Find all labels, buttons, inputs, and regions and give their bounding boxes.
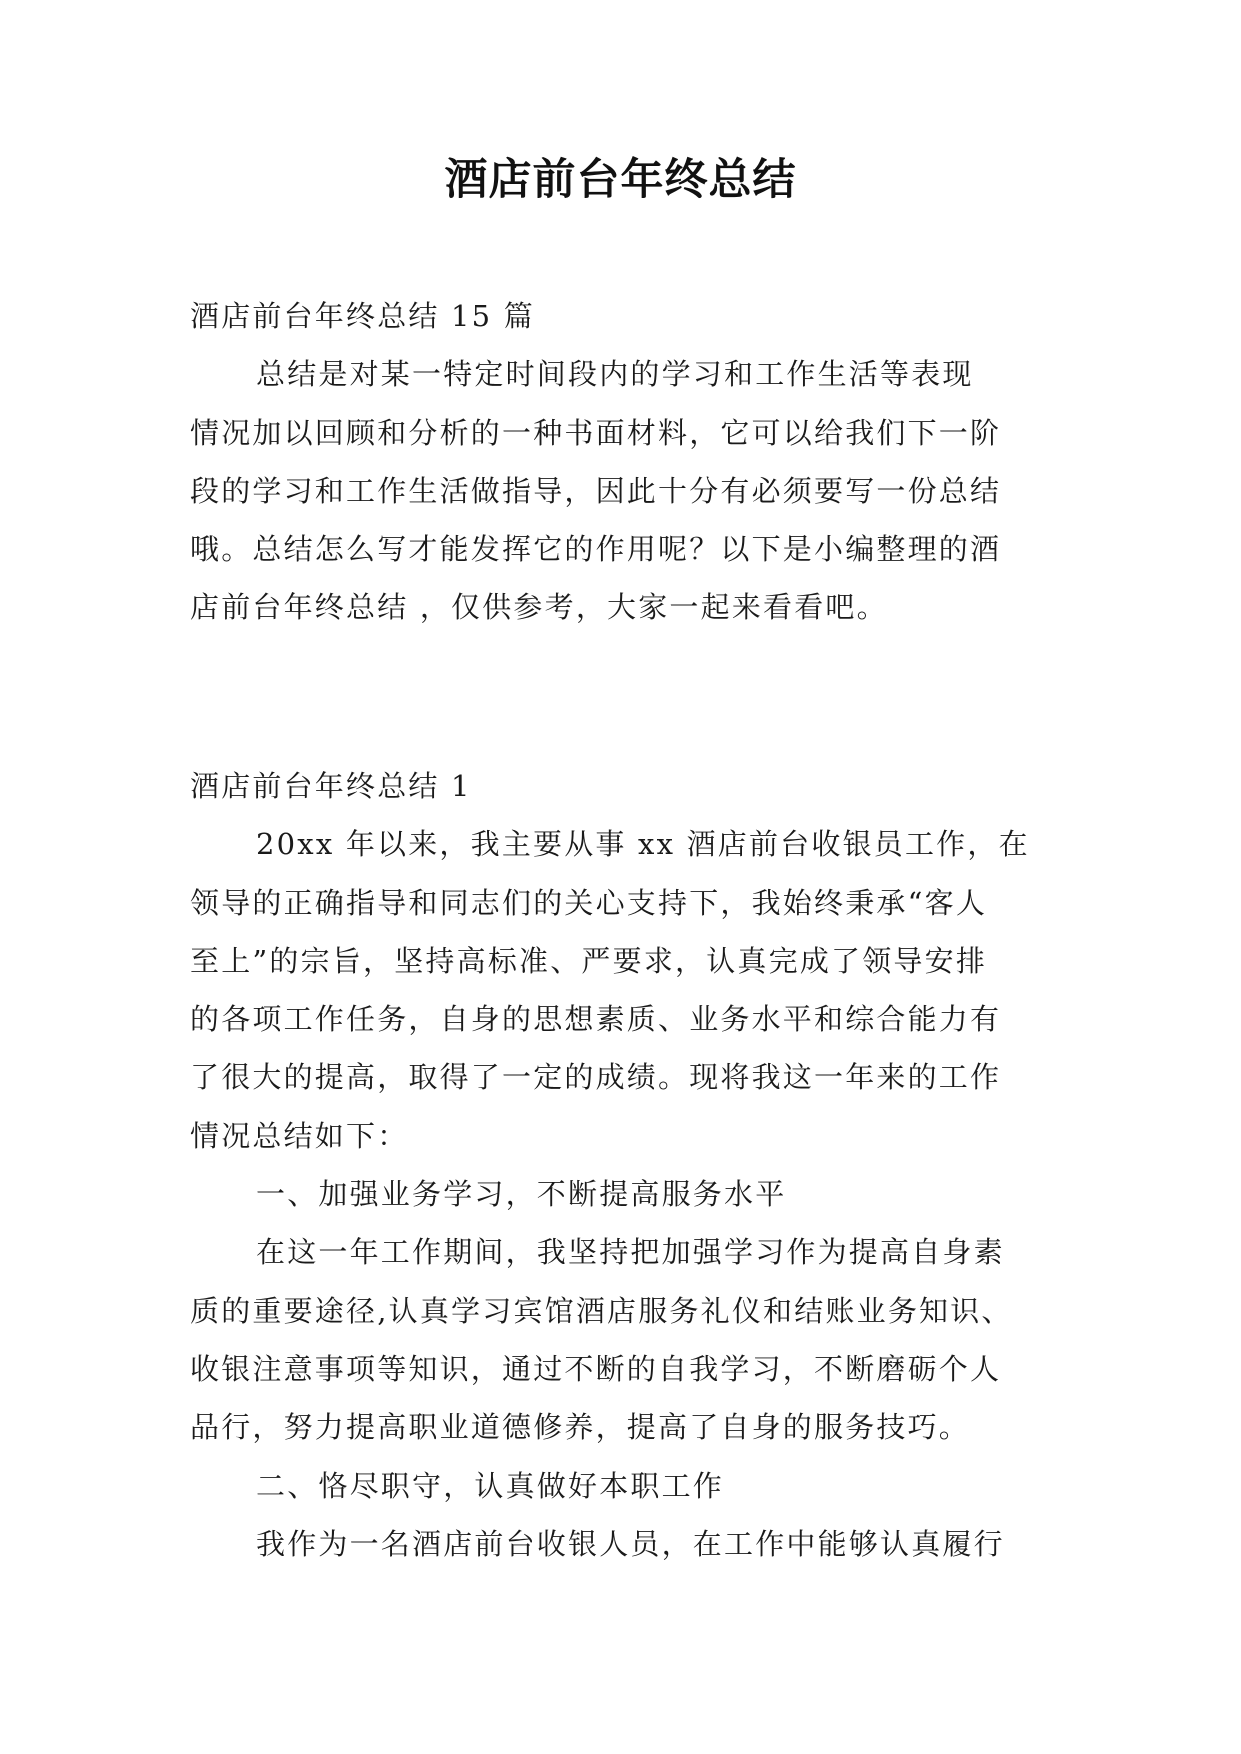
paragraph-line: 情况总结如下：: [190, 1118, 409, 1153]
paragraph-line: 20xx 年以来，我主要从事 xx 酒店前台收银员工作，在: [256, 827, 1030, 862]
intro-paragraph-line: 情况加以回顾和分析的一种书面材料，它可以给我们下一阶: [190, 415, 1002, 450]
intro-paragraph-line: 段的学习和工作生活做指导，因此十分有必须要写一份总结: [190, 473, 1002, 508]
document-title: 酒店前台年终总结: [444, 155, 797, 205]
intro-paragraph-line: 哦。总结怎么写才能发挥它的作用呢？以下是小编整理的酒: [190, 532, 1002, 567]
paragraph-line: 的各项工作任务，自身的思想素质、业务水平和综合能力有: [190, 1002, 1002, 1037]
intro-heading: 酒店前台年终总结 15 篇: [190, 299, 535, 333]
paragraph-line: 至上”的宗旨，坚持高标准、严要求，认真完成了领导安排: [190, 943, 988, 978]
paragraph-line: 收银注意事项等知识，通过不断的自我学习，不断磨砺个人: [190, 1351, 1002, 1386]
subheading-2: 二、恪尽职守，认真做好本职工作: [256, 1468, 725, 1503]
subheading-1: 一、加强业务学习，不断提高服务水平: [256, 1177, 787, 1212]
paragraph-line: 我作为一名酒店前台收银人员，在工作中能够认真履行: [256, 1526, 1005, 1561]
section-1-heading: 酒店前台年终总结 1: [190, 769, 472, 803]
section-1-block: [190, 757, 1050, 1573]
paragraph-line: 质的重要途径,认真学习宾馆酒店服务礼仪和结账业务知识、: [190, 1293, 1013, 1328]
intro-paragraph-line: 店前台年终总结 ，仅供参考，大家一起来看看吧。: [190, 590, 888, 625]
intro-block: [190, 287, 1050, 637]
paragraph-line: 了很大的提高，取得了一定的成绩。现将我这一年来的工作: [190, 1060, 1002, 1095]
paragraph-line: 品行，努力提高职业道德修养，提高了自身的服务技巧。: [190, 1410, 971, 1445]
paragraph-line: 领导的正确指导和同志们的关心支持下，我始终秉承“客人: [190, 885, 988, 920]
intro-paragraph-line: 总结是对某一特定时间段内的学习和工作生活等表现: [256, 357, 974, 392]
paragraph-line: 在这一年工作期间，我坚持把加强学习作为提高自身素: [256, 1235, 1005, 1270]
